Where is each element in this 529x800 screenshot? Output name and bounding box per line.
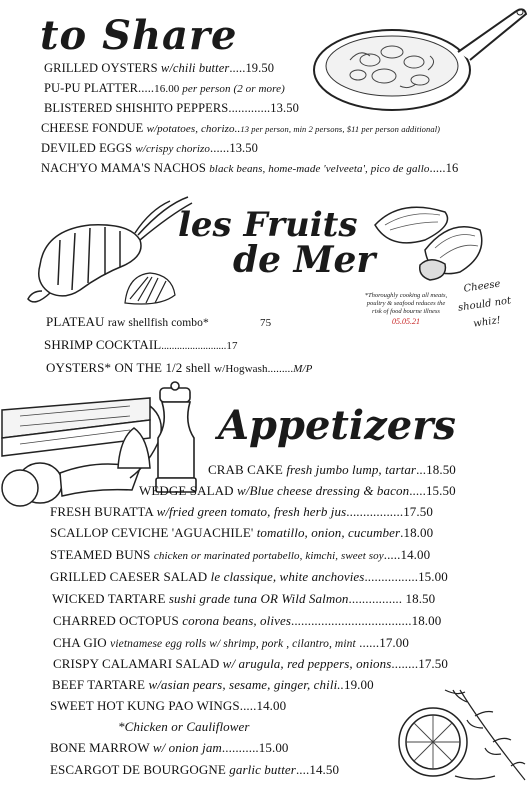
item-desc: w/chili butter bbox=[160, 61, 230, 75]
menu-item bbox=[52, 591, 435, 607]
item-name: GRILLED OYSTERS bbox=[44, 61, 158, 75]
hand-line-2: should not bbox=[457, 295, 512, 314]
item-price: 17.00 bbox=[379, 635, 409, 650]
menu-item bbox=[50, 740, 289, 756]
item-desc: black beans, home-made 'velveeta', pico de gallo bbox=[209, 163, 430, 175]
item-name: CHARRED OCTOPUS bbox=[53, 613, 179, 628]
item-name: PU-PU PLATTER bbox=[44, 81, 139, 95]
item-desc: w/Hogwash bbox=[214, 363, 268, 375]
item-name: WICKED TARTARE bbox=[52, 591, 166, 606]
fruits-title-line-1: les Fruits bbox=[178, 205, 358, 245]
item-dots: ...... bbox=[355, 635, 380, 650]
menu-item bbox=[44, 337, 238, 353]
item-price: 13.50 bbox=[229, 141, 258, 155]
item-price: 18.50 bbox=[426, 462, 456, 477]
item-note: 13 per person, min 2 persons, $11 per person additional) bbox=[240, 124, 441, 134]
item-dots: .... bbox=[295, 762, 310, 777]
item-name: SCALLOP CEVICHE 'AGUACHILE' bbox=[50, 525, 254, 540]
item-price: 17 bbox=[226, 340, 238, 352]
hand-line-1: Cheese bbox=[462, 278, 502, 295]
item-name: GRILLED CAESER SALAD bbox=[50, 569, 208, 584]
item-desc: sushi grade tuna OR Wild Salmon bbox=[168, 591, 349, 606]
item-name: CRAB CAKE bbox=[208, 462, 283, 477]
item-desc: fresh jumbo lump, tartar bbox=[286, 462, 417, 477]
item-dots: ..... bbox=[229, 61, 246, 75]
item-desc: w/fried green tomato, fresh herb jus bbox=[156, 504, 347, 519]
item-name: CHA GIO bbox=[53, 635, 107, 650]
item-price: 15.00 bbox=[418, 569, 448, 584]
item-dots: ... bbox=[416, 462, 427, 477]
item-price: M/P bbox=[293, 363, 313, 375]
menu-item bbox=[41, 141, 258, 156]
item-dots: ..... bbox=[429, 161, 446, 175]
menu-item bbox=[41, 121, 440, 136]
section-title-fruits-de-mer bbox=[178, 205, 375, 281]
item-dots: ......................... bbox=[161, 341, 227, 352]
menu-item bbox=[50, 698, 286, 714]
item-desc: w/ onion jam bbox=[152, 740, 222, 755]
item-price: 17.50 bbox=[418, 656, 448, 671]
item-price: 15.00 bbox=[258, 740, 289, 755]
menu-item-subnote: *Chicken or Cauliflower bbox=[118, 719, 250, 734]
item-price: 14.50 bbox=[309, 762, 340, 777]
item-dots: ................ bbox=[348, 591, 403, 606]
item-desc: w/potatoes, chorizo.. bbox=[146, 123, 241, 135]
item-name: SHRIMP COCKTAIL bbox=[44, 337, 162, 352]
menu-item bbox=[53, 656, 448, 672]
item-price: 75 bbox=[260, 317, 272, 329]
fruits-title-line-2: de Mer bbox=[233, 239, 376, 281]
item-price: 19.50 bbox=[245, 61, 275, 75]
item-price: 15.50 bbox=[425, 483, 456, 498]
item-price: 18.00 bbox=[411, 613, 442, 628]
item-price: 16.00 bbox=[154, 83, 180, 95]
item-dots: ................ bbox=[364, 569, 419, 584]
item-dots: ............. bbox=[228, 101, 271, 115]
item-dots: ................. bbox=[346, 504, 404, 519]
item-desc: raw shellfish combo* bbox=[107, 317, 209, 329]
item-desc: corona beans, olives bbox=[182, 613, 291, 628]
item-desc: vietnamese egg rolls w/ shrimp, pork , cilantro, mint bbox=[110, 638, 356, 650]
item-desc: per person (2 or more) bbox=[179, 83, 285, 95]
item-price: 13.50 bbox=[270, 101, 299, 115]
item-name: WEDGE SALAD bbox=[139, 483, 234, 498]
menu-item bbox=[208, 462, 456, 478]
item-name: BEEF TARTARE bbox=[52, 677, 146, 692]
item-desc: chicken or marinated portabello, kimchi, sweet soy bbox=[153, 550, 384, 562]
item-name: BONE MARROW bbox=[50, 740, 150, 755]
item-price: 16 bbox=[445, 161, 459, 175]
handwritten-note bbox=[455, 275, 515, 336]
hand-line-3: whiz! bbox=[472, 314, 502, 330]
item-desc: tomatillo, onion, cucumber bbox=[256, 525, 401, 540]
section-title-to-share: to Share bbox=[40, 12, 238, 59]
item-name: CHEESE FONDUE bbox=[41, 121, 144, 135]
menu-item bbox=[52, 677, 374, 693]
menu-item bbox=[44, 81, 285, 96]
menu-item bbox=[53, 635, 409, 651]
food-safety-note bbox=[362, 292, 450, 326]
item-dots: ........ bbox=[391, 656, 419, 671]
menu-item bbox=[46, 360, 312, 376]
item-price: 19.00 bbox=[343, 677, 374, 692]
menu-item bbox=[50, 525, 433, 541]
menu-item bbox=[46, 314, 209, 330]
item-desc: le classique, white anchovies bbox=[210, 569, 365, 584]
item-name: FRESH BURATTA bbox=[50, 504, 154, 519]
item-desc: w/crispy chorizo bbox=[135, 143, 210, 155]
item-dots: ..... bbox=[409, 483, 426, 498]
item-price: 14.00 bbox=[256, 698, 287, 713]
lemon-herb-drawing bbox=[385, 680, 529, 795]
menu-item bbox=[41, 161, 458, 176]
item-name: BLISTERED SHISHITO PEPPERS bbox=[44, 101, 229, 115]
shrimp-drawing bbox=[20, 195, 195, 315]
item-dots: ..... bbox=[138, 81, 155, 95]
item-desc: w/Blue cheese dressing & bacon bbox=[236, 483, 410, 498]
item-dots: ...... bbox=[210, 141, 230, 155]
note-text: *Thoroughly cooking all meats, poultry & seafood reduces the risk of food bourne illness bbox=[364, 292, 448, 315]
item-name: DEVILED EGGS bbox=[41, 141, 133, 155]
skillet-drawing bbox=[310, 0, 529, 118]
menu-item bbox=[44, 61, 274, 76]
item-name: SWEET HOT KUNG PAO WINGS bbox=[50, 698, 240, 713]
section-title-appetizers: Appetizers bbox=[218, 402, 456, 449]
item-dots: . bbox=[400, 525, 404, 540]
item-dots: ..... bbox=[383, 547, 401, 562]
item-name: OYSTERS* ON THE 1/2 shell bbox=[46, 360, 211, 375]
item-desc: w/ arugula, red peppers, onions bbox=[222, 656, 392, 671]
item-price: 14.00 bbox=[400, 547, 431, 562]
menu-item bbox=[139, 483, 456, 499]
item-desc: w/asian pears, sesame, ginger, chili.. bbox=[148, 677, 344, 692]
item-dots: ........... bbox=[221, 740, 259, 755]
mussels-drawing bbox=[370, 200, 490, 285]
item-name: PLATEAU bbox=[46, 314, 105, 329]
item-name: NACH'YO MAMA'S NACHOS bbox=[41, 161, 206, 175]
menu-item bbox=[50, 504, 433, 520]
note-date: 05.05.21 bbox=[392, 317, 420, 326]
item-name: STEAMED BUNS bbox=[50, 547, 151, 562]
menu-item bbox=[50, 547, 430, 563]
menu-item bbox=[44, 101, 299, 116]
item-dots: ..... bbox=[239, 698, 257, 713]
item-desc: garlic butter bbox=[229, 762, 296, 777]
menu-item bbox=[53, 613, 441, 629]
item-name: ESCARGOT DE BOURGOGNE bbox=[50, 762, 226, 777]
menu-item bbox=[50, 569, 448, 585]
item-price: 18.50 bbox=[405, 591, 436, 606]
item-dots: ......... bbox=[267, 363, 294, 375]
item-name: CRISPY CALAMARI SALAD bbox=[53, 656, 220, 671]
item-dots: .................................... bbox=[290, 613, 412, 628]
menu-item bbox=[50, 762, 339, 778]
item-price: 17.50 bbox=[403, 504, 433, 519]
item-price: 18.00 bbox=[403, 525, 434, 540]
